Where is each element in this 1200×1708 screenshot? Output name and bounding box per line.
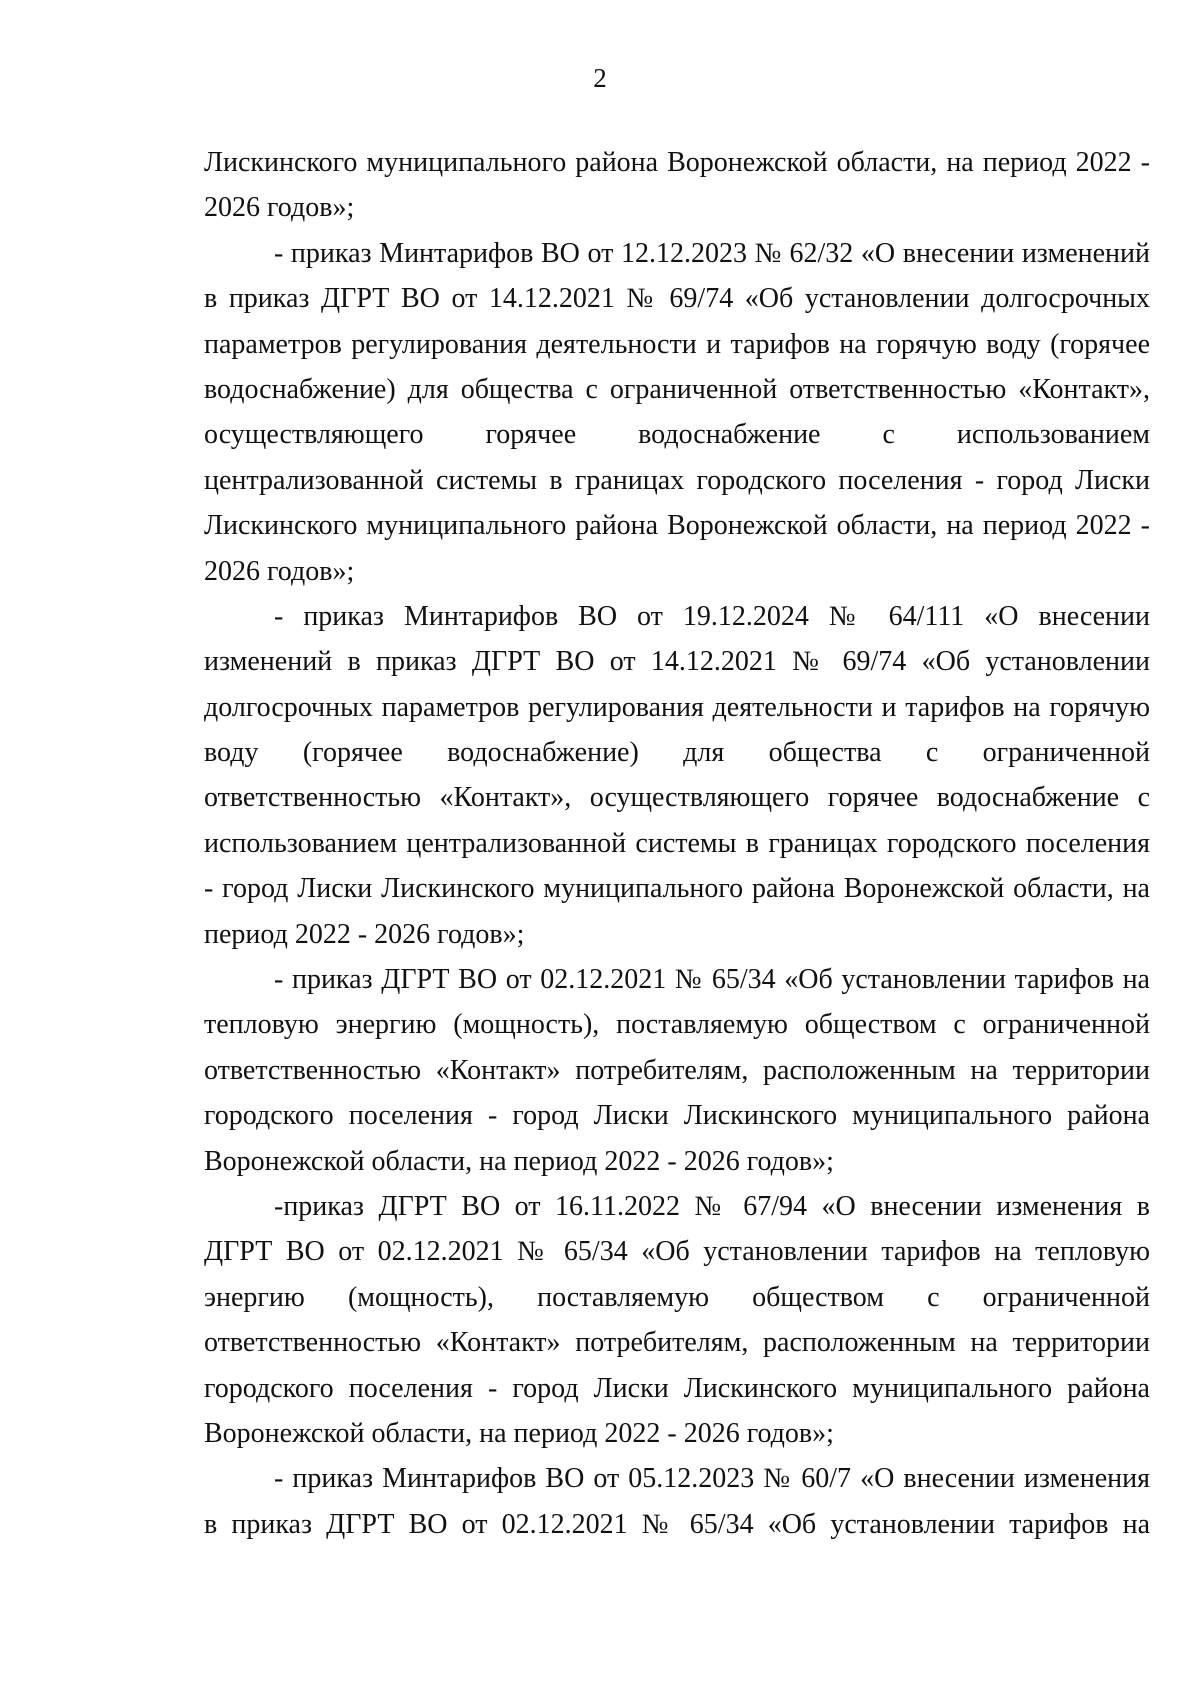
text-line: водоснабжение) для общества с ограниченной ответственностью «Контакт», [204,373,1150,405]
text-line: -приказ ДГРТ ВО от 16.11.2022 № 67/94 «О внесении изменения в [274,1190,1150,1222]
text-line: - приказ Минтарифов ВО от 12.12.2023 № 62/32 «О внесении изменений [274,237,1150,269]
text-line: в приказ ДГРТ ВО от 02.12.2021 № 65/34 «Об установлении тарифов на [204,1508,1150,1540]
text-line: ответственностью «Контакт» потребителям, расположенным на территории [204,1054,1150,1086]
text-line: Воронежской области, на период 2022 - 2026 годов»; [204,1145,834,1177]
text-line: использованием централизованной системы в границах городского поселения [204,827,1150,859]
text-line: осуществляющего горячее водоснабжение с использованием [204,419,1150,451]
text-line: ДГРТ ВО от 02.12.2021 № 65/34 «Об установлении тарифов на тепловую [204,1236,1150,1268]
text-line: - приказ ДГРТ ВО от 02.12.2021 № 65/34 «Об установлении тарифов на [274,964,1150,996]
text-line: Воронежской области, на период 2022 - 2026 годов»; [204,1417,834,1449]
text-line: параметров регулирования деятельности и тарифов на горячую воду (горячее [204,328,1150,360]
text-line: воду (горячее водоснабжение) для общества с ограниченной [204,737,1150,769]
text-line: период 2022 - 2026 годов»; [204,918,525,950]
text-line: тепловую энергию (мощность), поставляемую обществом с ограниченной [204,1009,1150,1041]
text-line: - город Лиски Лискинского муниципального района Воронежской области, на [204,873,1150,905]
text-line: 2026 годов»; [204,192,355,224]
text-line: Лискинского муниципального района Воронежской области, на период 2022 - [204,510,1150,542]
text-line: энергию (мощность), поставляемую обществом с ограниченной [204,1281,1150,1313]
text-line: Лискинского муниципального района Воронежской области, на период 2022 - [204,147,1150,178]
text-line: в приказ ДГРТ ВО от 14.12.2021 № 69/74 «Об установлении долгосрочных [204,283,1150,315]
text-line: ответственностью «Контакт» потребителям, расположенным на территории [204,1327,1150,1359]
text-line: - приказ Минтарифов ВО от 05.12.2023 № 60/7 «О внесении изменения [274,1463,1150,1495]
text-line: 2026 годов»; [204,555,355,587]
text-line: - приказ Минтарифов ВО от 19.12.2024 № 64/111 «О внесении [274,600,1150,632]
document-body [204,140,1150,1547]
text-line: ответственностью «Контакт», осуществляющего горячее водоснабжение с [204,782,1150,814]
text-line: централизованной системы в границах городского поселения - город Лиски [204,464,1150,496]
text-line: городского поселения - город Лиски Лискинского муниципального района [204,1100,1150,1132]
text-line: долгосрочных параметров регулирования деятельности и тарифов на горячую [204,691,1150,723]
text-line: городского поселения - город Лиски Лискинского муниципального района [204,1372,1150,1404]
page-number: 2 [593,63,607,93]
text-line: изменений в приказ ДГРТ ВО от 14.12.2021 № 69/74 «Об установлении [204,646,1150,678]
